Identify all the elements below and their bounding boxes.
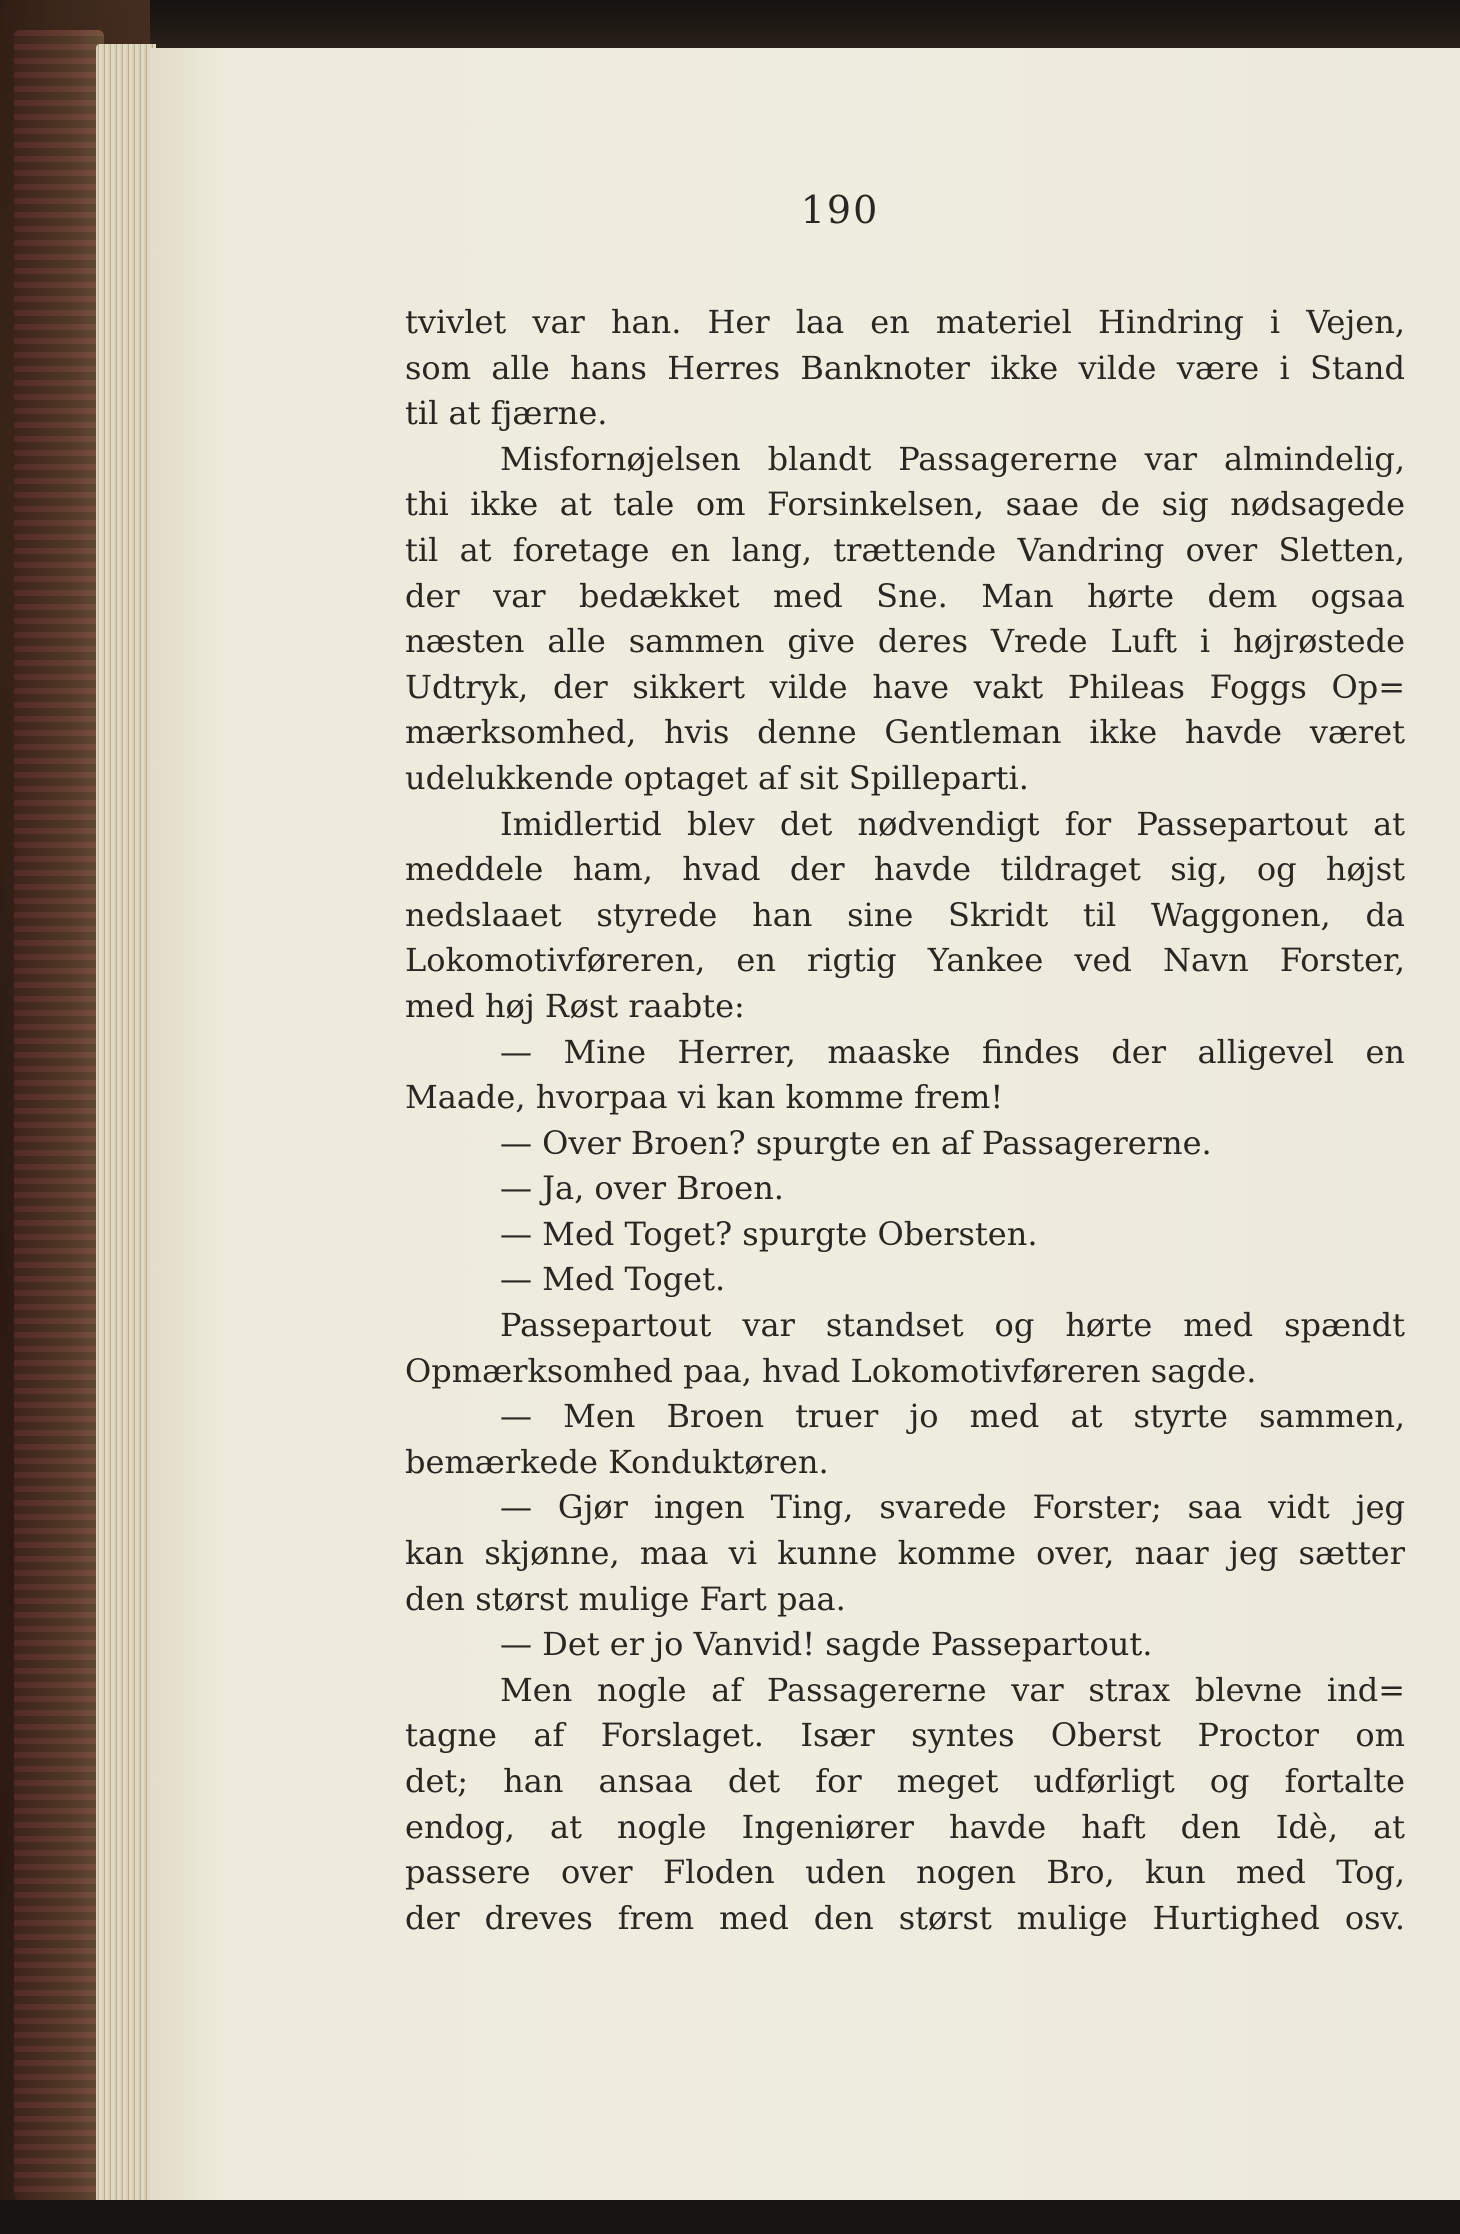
text-line: Men nogle af Passagererne var strax blevne ind= [500,1670,1405,1709]
text-line: — Med Toget? spurgte Obersten. [500,1214,1038,1253]
page-text [405,300,1405,1941]
text-line: med høj Røst raabte: [405,986,745,1025]
text-line: Passepartout var standset og hørte med spændt [500,1306,1405,1345]
text-line: thi ikke at tale om Forsinkelsen, saae de sig nødsagede [405,485,1405,524]
text-line: — Ja, over Broen. [500,1169,784,1208]
text-line: — Gjør ingen Ting, svarede Forster; saa vidt jeg [500,1488,1405,1527]
background-bottom [0,2200,1460,2234]
text-line: endog, at nogle Ingeniører havde haft den Idè, at [405,1807,1405,1846]
text-line: passere over Floden uden nogen Bro, kun med Tog, [405,1853,1405,1892]
text-line: som alle hans Herres Banknoter ikke vilde være i Stand [405,348,1405,387]
text-line: Lokomotivføreren, en rigtig Yankee ved Navn Forster, [405,941,1405,980]
text-line: den størst mulige Fart paa. [405,1579,846,1618]
text-line: — Det er jo Vanvid! sagde Passepartout. [500,1625,1153,1664]
text-line: — Med Toget. [500,1260,726,1299]
text-line: bemærkede Konduktøren. [405,1442,829,1481]
cover-edge [14,30,104,2200]
text-line: Misfornøjelsen blandt Passagererne var almindelig, [500,439,1405,478]
text-line: Maade, hvorpaa vi kan komme frem! [405,1078,1004,1117]
text-line: kan skjønne, maa vi kunne komme over, naar jeg sætter [405,1534,1405,1573]
text-line: meddele ham, hvad der havde tildraget sig, og højst [405,850,1405,889]
text-line: der dreves frem med den størst mulige Hurtighed osv. [405,1898,1405,1937]
page-number: 190 [800,188,880,232]
text-line: Opmærksomhed paa, hvad Lokomotivføreren sagde. [405,1351,1257,1390]
text-line: Udtryk, der sikkert vilde have vakt Phileas Foggs Op= [405,667,1405,706]
text-line: tagne af Forslaget. Især syntes Oberst Proctor om [405,1716,1405,1755]
text-line: nedslaaet styrede han sine Skridt til Waggonen, da [405,895,1405,934]
text-line: til at foretage en lang, trættende Vandring over Sletten, [405,530,1405,569]
page-edges [96,44,156,2210]
text-line: til at fjærne. [405,394,608,433]
text-line: det; han ansaa det for meget udførligt og fortalte [405,1762,1405,1800]
text-line: — Mine Herrer, maaske findes der alligevel en [500,1032,1405,1071]
text-line: mærksomhed, hvis denne Gentleman ikke havde været [405,713,1405,752]
text-line: — Over Broen? spurgte en af Passagererne. [500,1123,1212,1162]
text-line: Imidlertid blev det nødvendigt for Passepartout at [500,804,1405,843]
text-line: tvivlet var han. Her laa en materiel Hindring i Vejen, [405,303,1405,341]
text-line: — Men Broen truer jo med at styrte sammen, [500,1397,1405,1436]
text-line: der var bedækket med Sne. Man hørte dem ogsaa [405,576,1405,615]
text-line: udelukkende optaget af sit Spilleparti. [405,758,1029,797]
background-top [0,0,1460,50]
text-line: næsten alle sammen give deres Vrede Luft i højrøstede [405,622,1405,661]
